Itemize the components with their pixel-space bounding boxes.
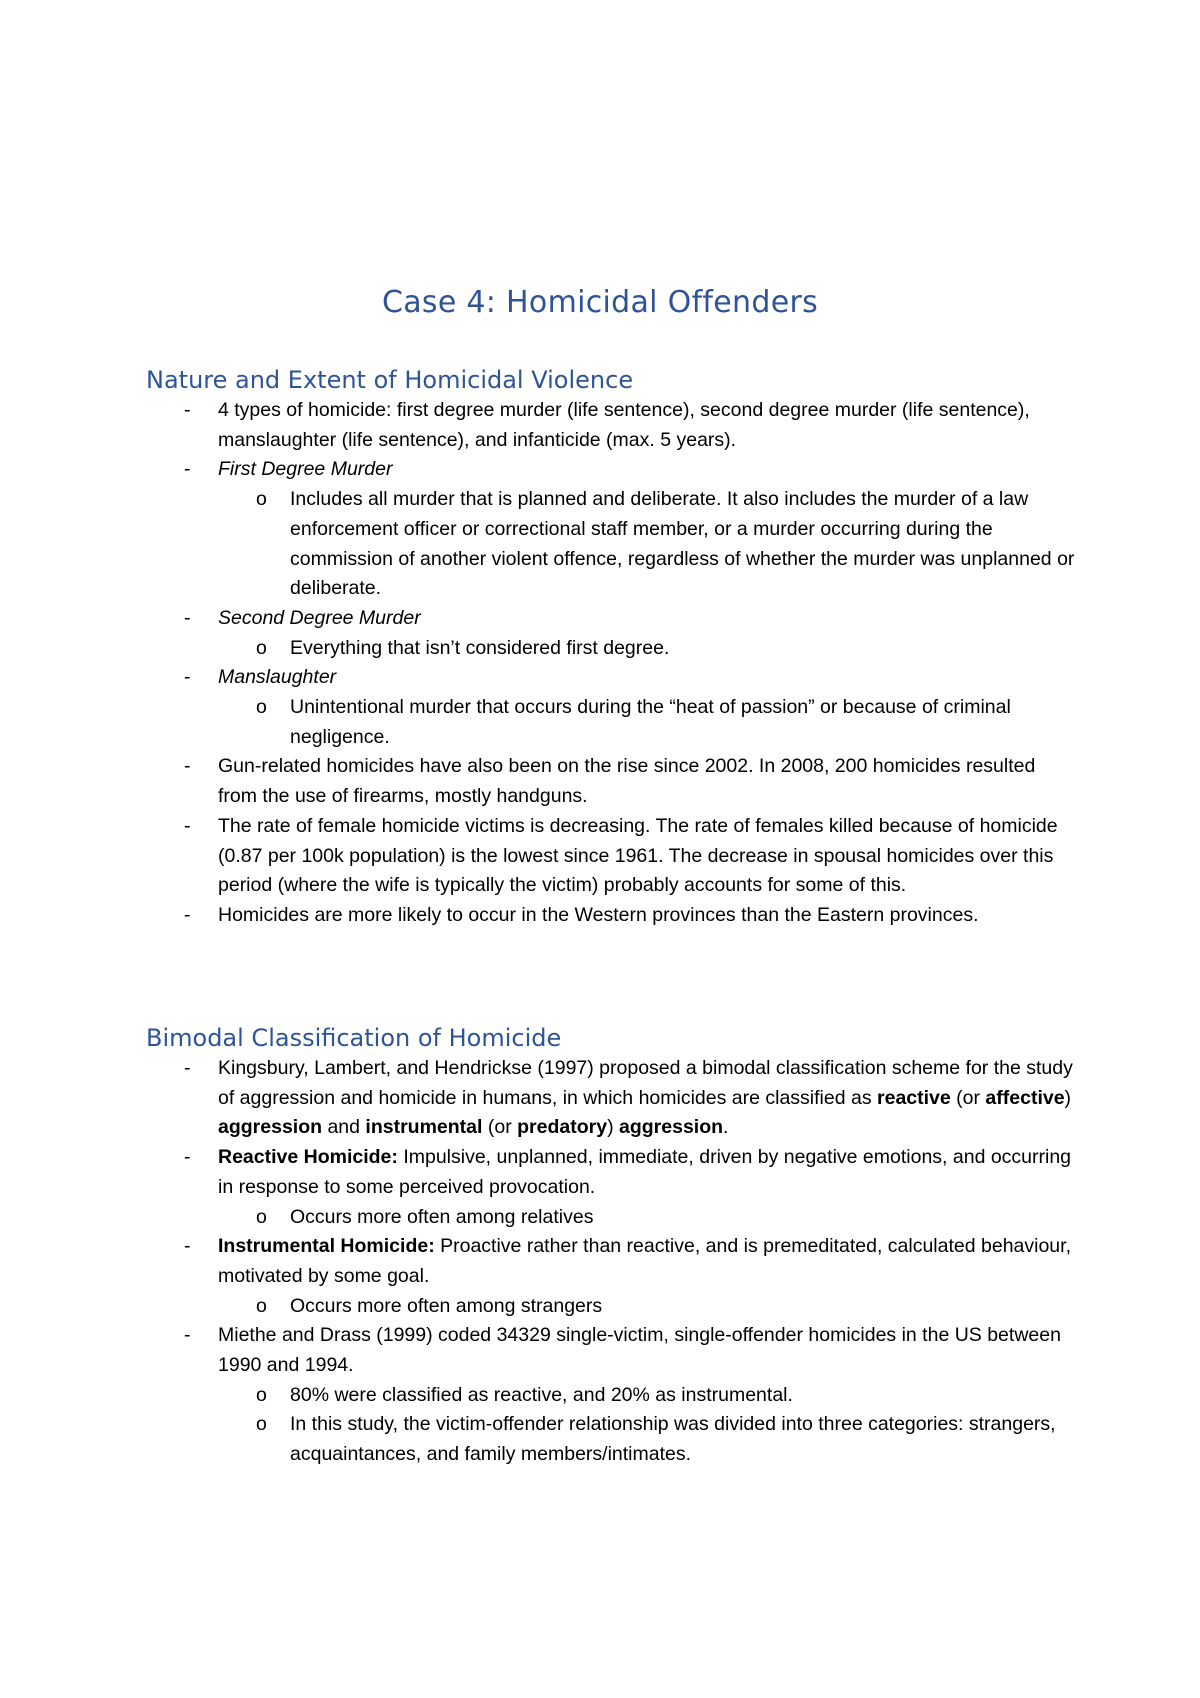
circle-bullet: o (256, 636, 267, 659)
bold-term: aggression (218, 1116, 323, 1139)
dash-bullet: - (184, 458, 191, 481)
list-item-text-part: . (723, 1116, 729, 1139)
bullet-list (146, 396, 1076, 931)
circle-bullet: o (256, 1413, 267, 1436)
list-item (146, 1321, 1076, 1470)
bold-label: Instrumental Homicide: (218, 1235, 435, 1258)
dash-bullet: - (184, 666, 191, 689)
bold-term: aggression (619, 1116, 724, 1139)
dash-bullet: - (184, 1324, 191, 1347)
sub-list-item (218, 1410, 1076, 1469)
sub-list (218, 634, 1076, 664)
section-bimodal-classification (146, 1024, 1076, 1470)
list-item-text-part: (or (482, 1116, 518, 1139)
list-item-text: Manslaughter (218, 666, 337, 689)
sub-list-item (218, 1292, 1076, 1322)
list-item-text: Impulsive, unplanned, immediate, driven by negative emotions, and occurring in response to some perceived provocation. (218, 1146, 1072, 1198)
sub-item-text: In this study, the victim-offender relationship was divided into three categories: strangers, acquaintances, and family members/intimates. (290, 1413, 1056, 1466)
dash-bullet: - (184, 1235, 191, 1258)
list-item-text: 4 types of homicide: first degree murder (life sentence), second degree murder (life sentence), manslaughter (life sentence), and infanticide (max. 5 years). (218, 399, 1030, 451)
sub-item-text: Occurs more often among strangers (290, 1294, 603, 1317)
list-item (146, 752, 1076, 811)
dash-bullet: - (184, 755, 191, 778)
sub-list (218, 1292, 1076, 1322)
page-title: Case 4: Homicidal Offenders (381, 285, 819, 320)
bold-term: reactive (877, 1086, 951, 1109)
bold-term: predatory (517, 1116, 608, 1139)
sub-item-text: Occurs more often among relatives (290, 1205, 594, 1228)
list-item (146, 1232, 1076, 1321)
dash-bullet: - (184, 399, 191, 421)
dash-bullet: - (184, 1146, 191, 1169)
list-item (146, 1054, 1076, 1143)
circle-bullet: o (256, 1294, 267, 1317)
sub-item-text: Includes all murder that is planned and deliberate. It also includes the murder of a law enforcement officer or correctional staff member, or a murder occurring during the commission of another violent offence, regardless of whether the murder was unplanned or deliberate. (290, 488, 1075, 600)
sub-list-item (218, 693, 1076, 752)
bold-label: Reactive Homicide: (218, 1146, 398, 1169)
sub-item-text: Unintentional murder that occurs during the “heat of passion” or because of criminal negligence. (290, 696, 1011, 748)
sub-item-text: 80% were classified as reactive, and 20% as instrumental. (290, 1383, 793, 1406)
list-item-text-part: (or (950, 1086, 986, 1109)
list-item-text: Proactive rather than reactive, and is premeditated, calculated behaviour, motivated by some goal. (218, 1235, 1071, 1287)
list-item (146, 663, 1076, 752)
section-nature-extent (146, 366, 1076, 931)
sub-list-item (218, 1203, 1076, 1233)
list-item (146, 604, 1076, 663)
sub-list (218, 1203, 1076, 1233)
sub-list-item (218, 485, 1076, 604)
bullet-list (146, 1054, 1076, 1470)
list-item-text-part: and (322, 1116, 366, 1139)
list-item (146, 455, 1076, 604)
list-item (146, 1143, 1076, 1232)
dash-bullet: - (184, 606, 191, 629)
bold-term: affective (985, 1086, 1065, 1109)
circle-bullet: o (256, 1383, 267, 1406)
sub-list (218, 1381, 1076, 1470)
dash-bullet: - (184, 903, 191, 926)
list-item (146, 812, 1076, 901)
list-item-text: Second Degree Murder (218, 606, 421, 629)
list-item-text: First Degree Murder (218, 458, 393, 481)
list-item-text: Miethe and Drass (1999) coded 34329 single-victim, single-offender homicides in the US between 1990 and 1994. (218, 1324, 1061, 1377)
bold-term: instrumental (365, 1116, 483, 1139)
list-item-text: The rate of female homicide victims is decreasing. The rate of females killed because of homicide (0.87 per 100k population) is the lowest since 1961. The decrease in spousal homicides over this period (where the wife is typically the victim) probably accounts for some of this. (218, 814, 1058, 897)
list-item-text-part: Kingsbury, Lambert, and Hendrickse (1997) proposed a bimodal classification scheme for the study of aggression and homicide in humans, in which homicides are classified as (218, 1057, 1073, 1109)
sub-list (218, 485, 1076, 604)
list-item-text: Gun-related homicides have also been on the rise since 2002. In 2008, 200 homicides resulted from the use of firearms, mostly handguns. (218, 755, 1036, 808)
sub-list-item (218, 1381, 1076, 1411)
sub-list-item (218, 634, 1076, 664)
list-item (146, 396, 1076, 455)
dash-bullet: - (184, 1057, 191, 1079)
sub-item-text: Everything that isn’t considered first degree. (290, 636, 670, 659)
sub-list (218, 693, 1076, 752)
circle-bullet: o (256, 696, 267, 719)
list-item (146, 901, 1076, 931)
circle-bullet: o (256, 488, 267, 511)
circle-bullet: o (256, 1205, 267, 1228)
list-item-text-part: ) (607, 1116, 619, 1139)
dash-bullet: - (184, 814, 191, 837)
section-heading: Bimodal Classification of Homicide (146, 1024, 562, 1052)
list-item-text-part: ) (1064, 1086, 1072, 1109)
list-item-text: Homicides are more likely to occur in the Western provinces than the Eastern provinces. (218, 903, 979, 926)
section-heading: Nature and Extent of Homicidal Violence (146, 366, 634, 394)
